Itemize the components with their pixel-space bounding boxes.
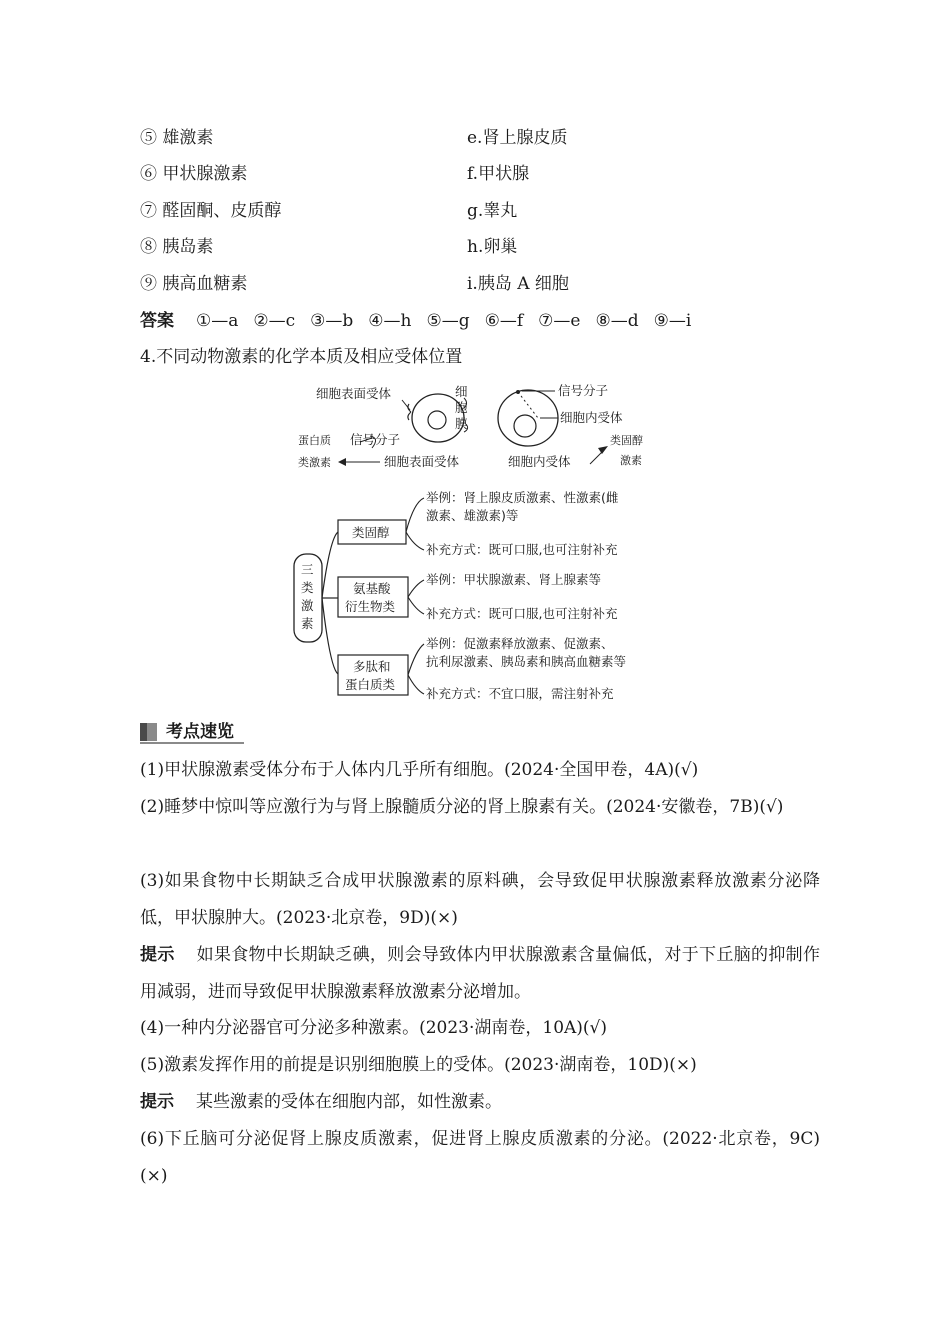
surface-receptor-top-label: 细胞表面受体 [316, 386, 392, 401]
branch-label-peptide-2: 蛋白质类 [345, 677, 396, 692]
membrane-label-3: 膜 [455, 416, 468, 431]
leaf-curve-1a [406, 498, 424, 532]
branch-2-example: 举例：甲状腺激素、肾上腺素等 [426, 572, 602, 587]
match-left-9: ⑨ 胰高血糖素 [140, 274, 248, 294]
answer-item: ⑨—i [653, 311, 692, 331]
branch-label-amino-2: 衍生物类 [345, 599, 396, 614]
hint-label: 提示 [140, 1092, 174, 1112]
match-left-7: ⑦ 醛固酮、皮质醇 [140, 201, 282, 221]
branch-3-example-line-1: 举例：促激素释放激素、促激素、 [426, 636, 614, 651]
leaf-curve-3a [408, 644, 424, 675]
match-right-e: e.肾上腺皮质 [467, 128, 568, 148]
match-left-6: ⑥ 甲状腺激素 [140, 164, 248, 184]
hint-1 [140, 937, 820, 1011]
branch-3-supplement: 补充方式：不宜口服，需注射补充 [426, 686, 614, 701]
answer-item: ③—b [310, 311, 354, 331]
steroid-hormone-label-2: 激素 [620, 454, 642, 467]
leaf-curve-1b [406, 532, 424, 550]
intracellular-receptor-bottom-label: 细胞内受体 [508, 454, 571, 469]
answer-item: ⑧—d [595, 311, 639, 331]
cell-nucleus-left [428, 411, 446, 429]
root-label-4: 素 [301, 616, 314, 631]
leaf-curve-3b [408, 675, 424, 694]
branch-3-example-line-2: 抗利尿激素、胰岛素和胰高血糖素等 [426, 654, 627, 669]
match-right-g: g.睾丸 [467, 201, 518, 221]
answers-row [140, 310, 706, 332]
protein-hormone-label-1: 蛋白质 [298, 434, 331, 447]
answers-label: 答案 [140, 311, 174, 331]
arrow-head-right [598, 446, 608, 454]
protein-hormone-label-2: 类激素 [298, 456, 331, 469]
review-item-2: (2)睡梦中惊叫等应激行为与肾上腺髓质分泌的肾上腺素有关。(2024·安徽卷，7B)(√) [140, 797, 784, 817]
review-item-5: (5)激素发挥作用的前提是识别细胞膜上的受体。(2023·湖南卷，10D)(×) [140, 1055, 697, 1075]
cell-nucleus-right [514, 415, 536, 437]
answer-item: ④—h [368, 311, 412, 331]
branch-1-supplement: 补充方式：既可口服,也可注射补充 [426, 542, 618, 557]
root-label-3: 激 [301, 598, 314, 613]
answer-item: ⑦—e [538, 311, 581, 331]
signal-molecule-left-label: 信号分子 [350, 432, 401, 447]
branch-label-peptide-1: 多肽和 [353, 659, 391, 674]
review-item-3: (3)如果食物中长期缺乏合成甲状腺激素的原料碘，会导致促甲状腺激素释放激素分泌降低，甲状腺肿大。(2023·北京卷，9D)(×) [140, 871, 820, 928]
match-left-8: ⑧ 胰岛素 [140, 237, 214, 257]
root-label-1: 三 [301, 562, 314, 577]
root-label-2: 类 [301, 580, 314, 595]
intracellular-receptor-diagram [498, 383, 643, 469]
leaf-curve-2a [408, 580, 424, 597]
branch-1-example-line-2: 激素、雄激素)等 [426, 508, 519, 523]
membrane-label-1: 细 [455, 384, 468, 399]
review-item-4: (4)一种内分泌器官可分泌多种激素。(2023·湖南卷，10A)(√) [140, 1018, 608, 1038]
match-right-i: i.胰岛 A 细胞 [467, 274, 569, 294]
surface-receptor-bottom-label: 细胞表面受体 [384, 454, 460, 469]
hormone-classification-tree [294, 490, 626, 701]
review-item-1: (1)甲状腺激素受体分布于人体内几乎所有细胞。(2024·全国甲卷，4A)(√) [140, 760, 699, 780]
hint-text: 如果食物中长期缺乏碘，则会导致体内甲状腺激素含量偏低，对于下丘脑的抑制作用减弱，进而导致促甲状腺激素释放激素分泌增加。 [140, 945, 821, 1002]
branch-curve-1 [322, 532, 338, 598]
answer-item: ⑥—f [484, 311, 524, 331]
answer-item: ①—a [196, 311, 239, 331]
intracellular-receptor-label: 细胞内受体 [560, 410, 623, 425]
match-right-h: h.卵巢 [467, 237, 518, 257]
branch-label-amino-1: 氨基酸 [353, 581, 391, 596]
branch-2-supplement: 补充方式：既可口服,也可注射补充 [426, 606, 618, 621]
receptor-icon-top [408, 404, 411, 420]
signal-dot [516, 390, 520, 394]
leaf-curve-2b [408, 597, 424, 614]
membrane-label-2: 胞 [455, 400, 468, 415]
hint-label: 提示 [140, 945, 175, 965]
steroid-hormone-label-1: 类固醇 [610, 434, 643, 447]
match-right-f: f.甲状腺 [467, 164, 530, 184]
branch-1-example-line-1: 举例：肾上腺皮质激素、性激素(雌 [426, 490, 619, 505]
hormone-diagram [290, 378, 670, 708]
branch-label-steroid: 类固醇 [352, 525, 390, 540]
arrow-head-left [338, 458, 346, 466]
section-4-title: 4.不同动物激素的化学本质及相应受体位置 [140, 347, 463, 367]
hint-2 [140, 1084, 820, 1121]
answer-item: ②—c [253, 311, 296, 331]
signal-path [518, 392, 538, 418]
hint-text: 某些激素的受体在细胞内部，如性激素。 [196, 1092, 502, 1112]
match-left-5: ⑤ 雄激素 [140, 128, 214, 148]
heading-bar-accent-icon [147, 723, 157, 741]
branch-curve-3 [322, 598, 338, 674]
cell-surface-receptor-diagram [298, 384, 468, 469]
section-heading-title: 考点速览 [166, 722, 234, 742]
review-item-6: (6)下丘脑可分泌促肾上腺皮质激素，促进肾上腺皮质激素的分泌。(2022·北京卷，9C)(×) [140, 1129, 820, 1186]
signal-molecule-right-label: 信号分子 [558, 383, 609, 398]
heading-underline [140, 742, 244, 744]
answer-item: ⑤—g [426, 311, 470, 331]
hormone-figure [290, 378, 670, 708]
